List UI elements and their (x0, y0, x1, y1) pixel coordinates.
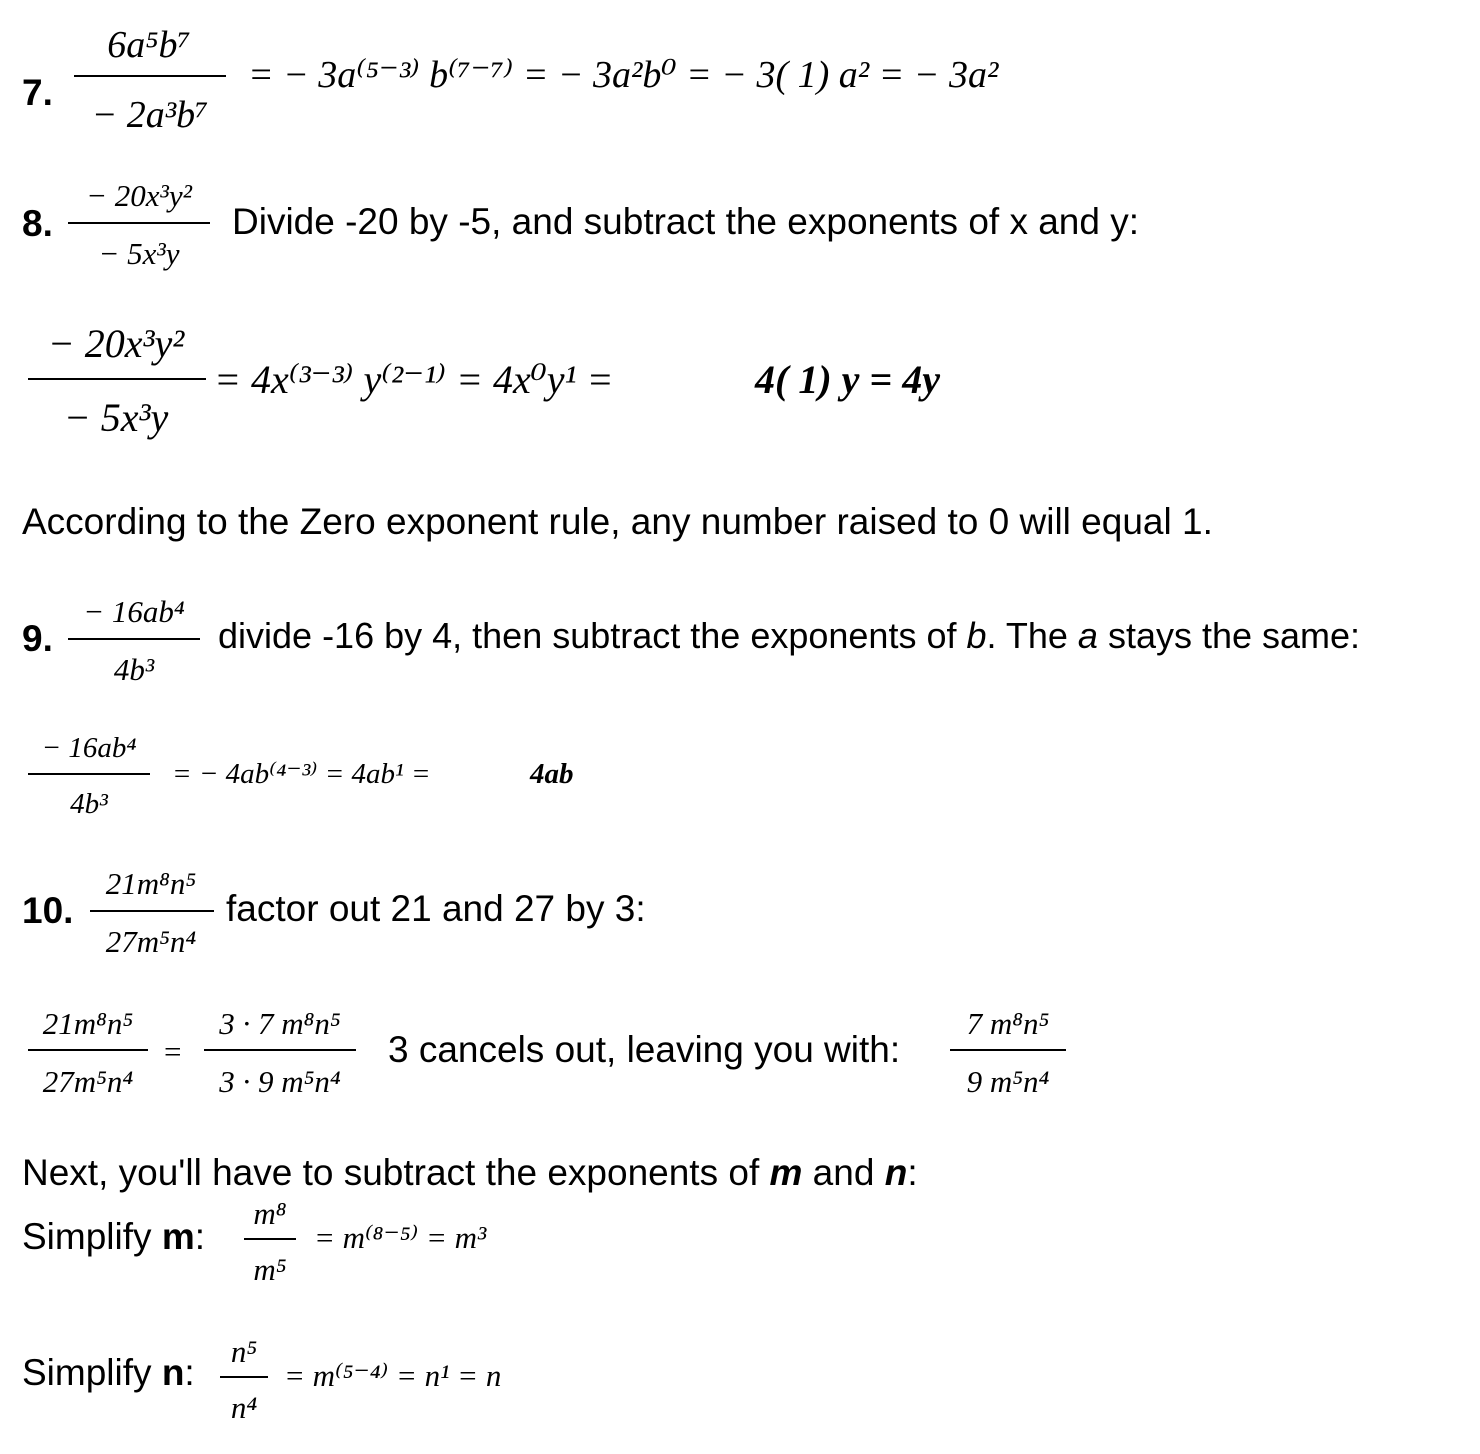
problem-7-steps: = − 3a⁽⁵⁻³⁾ b⁽⁷⁻⁷⁾ = − 3a²b⁰ = − 3( 1) a² = − 3a² (248, 54, 999, 96)
simplify-m-denominator: m⁵ (253, 1252, 287, 1287)
problem-10-number: 10. (22, 890, 74, 931)
instruction-var-b: b (966, 615, 987, 656)
problem-10-work-numerator: 21m⁸n⁵ (42, 1006, 134, 1041)
problem-8-work-result: 4( 1) y = 4y (755, 357, 940, 402)
simplify-n-numerator: n⁵ (230, 1334, 258, 1369)
instruction-var-a: a (1077, 615, 1098, 656)
simplify-n-var: n (161, 1352, 185, 1393)
problem-8-number: 8. (22, 203, 53, 244)
problem-8-work-numerator: − 20x³y² (47, 321, 185, 366)
simplify-m-numerator: m⁸ (253, 1196, 287, 1231)
problem-10-result-fraction-bar (950, 1049, 1066, 1051)
simplify-m-var: m (161, 1216, 195, 1257)
var-m: m (769, 1152, 803, 1193)
problem-9-denominator: 4b³ (113, 652, 155, 687)
simplify-m-fraction-bar (244, 1238, 296, 1240)
problem-10-factored-numerator: 3 · 7 m⁸n⁵ (219, 1006, 341, 1041)
simplify-m-label: Simplify m: (22, 1216, 205, 1257)
problem-9-work-denominator: 4b³ (70, 788, 108, 820)
problem-10-denominator: 27m⁵n⁴ (105, 924, 197, 959)
problem-8-numerator: − 20x³y² (86, 178, 192, 213)
next-step-text: Next, you'll have to subtract the exponents of m and n: (22, 1152, 918, 1193)
problem-8-work-fraction-bar (28, 378, 206, 380)
simplify-m-steps: = m⁽⁸⁻⁵⁾ = m³ (314, 1220, 487, 1255)
problem-8-work-steps: = 4x⁽³⁻³⁾ y⁽²⁻¹⁾ = 4x⁰y¹ = (214, 357, 614, 402)
problem-7-denominator: − 2a³b⁷ (91, 94, 209, 136)
problem-9-instruction: divide -16 by 4, then subtract the exponents of b. The a stays the same: (218, 615, 1361, 656)
problem-10-equals: = (164, 1034, 182, 1069)
problem-10-result-numerator: 7 m⁸n⁵ (966, 1006, 1050, 1041)
problem-7-number: 7. (22, 72, 53, 113)
simplify-n-fraction-bar (220, 1376, 268, 1378)
problem-9-fraction-bar (68, 638, 200, 640)
problem-10-factored-fraction-bar (204, 1049, 356, 1051)
problem-10-work-denominator: 27m⁵n⁴ (42, 1064, 134, 1099)
problem-10-factored-denominator: 3 · 9 m⁵n⁴ (219, 1064, 341, 1099)
problem-8-denominator: − 5x³y (98, 236, 180, 271)
problem-9-work-result: 4ab (530, 758, 574, 790)
problem-8-fraction-bar (68, 222, 210, 224)
problem-9-work-steps: = − 4ab⁽⁴⁻³⁾ = 4ab¹ = (172, 758, 431, 790)
simplify-n-denominator: n⁴ (230, 1390, 258, 1425)
problem-9-work-fraction-bar (28, 773, 150, 775)
problem-10-work-fraction-bar (28, 1049, 148, 1051)
problem-9-work-numerator: − 16ab⁴ (41, 732, 137, 764)
problem-8-work-denominator: − 5x³y (63, 395, 169, 440)
problem-9-numerator: − 16ab⁴ (83, 594, 185, 629)
zero-exponent-rule: According to the Zero exponent rule, any number raised to 0 will equal 1. (22, 501, 1213, 542)
problem-10-result-denominator: 9 m⁵n⁴ (966, 1064, 1050, 1099)
problem-7-fraction-bar (74, 75, 226, 77)
problem-10-fraction-bar (90, 910, 214, 912)
simplify-n-label: Simplify n: (22, 1352, 195, 1393)
problem-10-numerator: 21m⁸n⁵ (105, 866, 197, 901)
problem-10-instruction: factor out 21 and 27 by 3: (226, 888, 646, 929)
problem-10-cancel-text: 3 cancels out, leaving you with: (388, 1029, 901, 1070)
problem-9-number: 9. (22, 618, 53, 659)
problem-7-numerator: 6a⁵b⁷ (107, 24, 191, 66)
problem-8-instruction: Divide -20 by -5, and subtract the exponents of x and y: (232, 201, 1140, 242)
var-n: n (884, 1152, 908, 1193)
simplify-n-steps: = m⁽⁵⁻⁴⁾ = n¹ = n (284, 1358, 502, 1393)
